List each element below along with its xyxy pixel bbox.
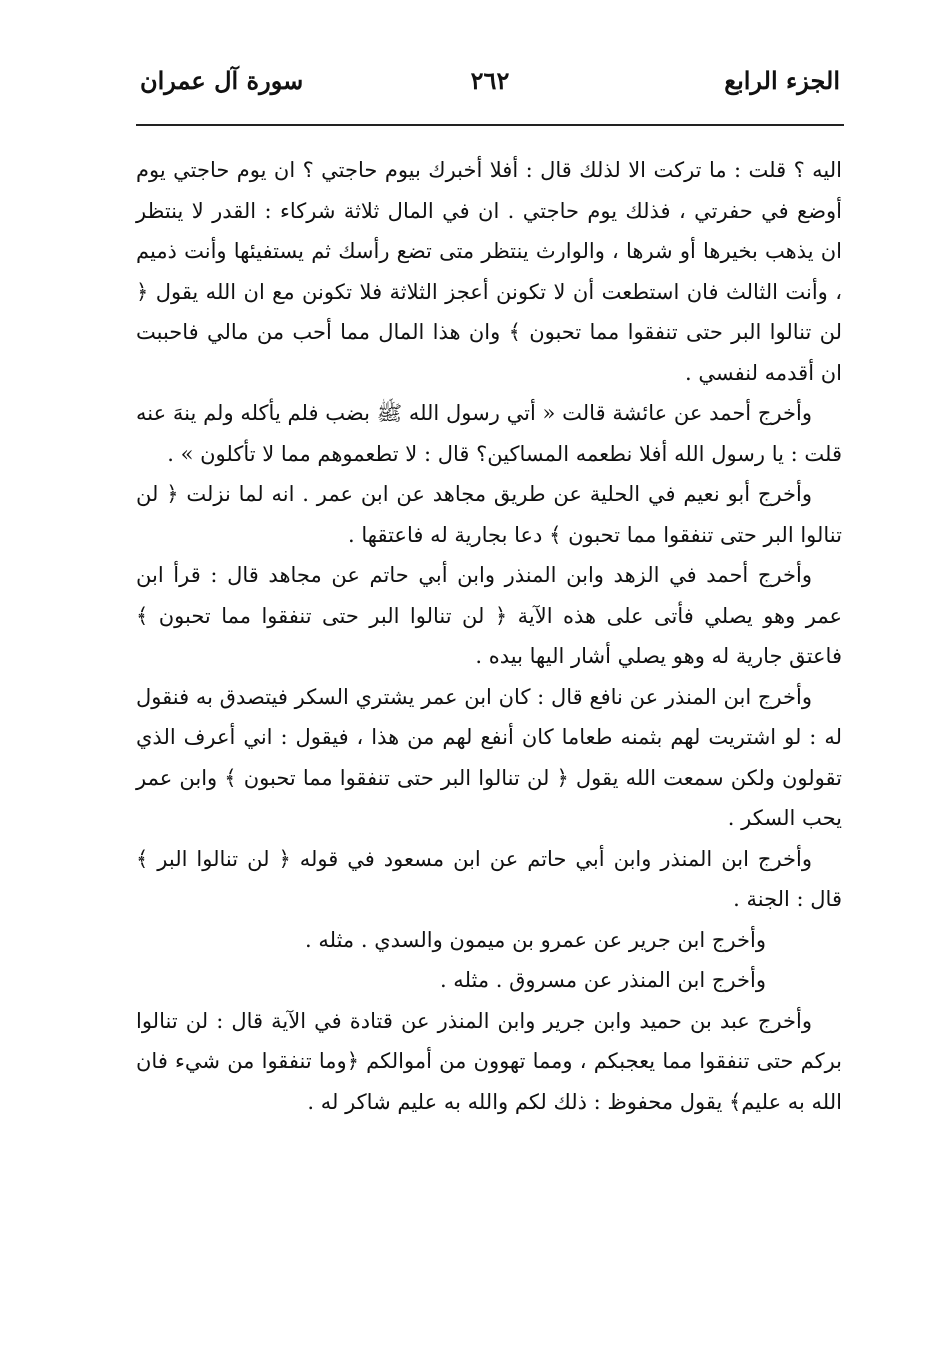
page-body xyxy=(136,150,842,1122)
paragraph: وأخرج ابن المنذر عن نافع قال : كان ابن عمر يشتري السكر فيتصدق به فنقول له : لو اشتريت لهم بثمنه طعاما كان أنفع لهم من هذا ، فيقول : اني أعرف الذي تقولون ولكن سمعت الله يقول ﴿ لن تنالوا البر حتى تنفقوا مما تحبون ﴾ وابن عمر يحب السكر . xyxy=(136,684,842,830)
paragraph: وأخرج ابن جرير عن عمرو بن ميمون والسدي . مثله . xyxy=(305,927,766,952)
page-header xyxy=(140,58,840,102)
paragraph: اليه ؟ قلت : ما تركت الا لذلك قال : أفلا أخبرك بيوم حاجتي ؟ ان يوم حاجتي يوم أوضع في حفرتي ، فذلك يوم حاجتي . ان في المال ثلاثة شركاء : القدر لا ينتظر ان يذهب بخيرها أو شرها ، والوارث ينتظر متى تضع رأسك ثم يستفيئها وأنت ذميم ، وأنت الثالث فان استطعت أن لا تكونن أعجز الثلاثة فلا تكونن مع ان الله يقول ﴿ لن تنالوا البر حتى تنفقوا مما تحبون ﴾ وان هذا المال مما أحب من مالي فاحببت ان أقدمه لنفسي . xyxy=(136,158,842,385)
paragraph: وأخرج أبو نعيم في الحلية عن طريق مجاهد عن ابن عمر . انه لما نزلت ﴿ لن تنالوا البر حتى تنفقوا مما تحبون ﴾ دعا بجارية له فاعتقها . xyxy=(136,482,842,547)
page-number: ٢٦٢ xyxy=(470,66,510,95)
paragraph: وأخرج أحمد في الزهد وابن المنذر وابن أبي حاتم عن مجاهد قال : قرأ ابن عمر وهو يصلي فأتى على هذه الآية ﴿ لن تنالوا البر حتى تنفقوا مما تحبون ﴾ فاعتق جارية له وهو يصلي أشار اليها بيده . xyxy=(136,563,842,668)
paragraph: وأخرج ابن المنذر وابن أبي حاتم عن ابن مسعود في قوله ﴿ لن تنالوا البر ﴾ قال : الجنة . xyxy=(136,846,842,911)
paragraph: وأخرج أحمد عن عائشة قالت « أتي رسول الله ﷺ بضب فلم يأكله ولم ينهَ عنه قلت : يا رسول الله أفلا نطعمه المساكين؟ قال : لا تطعموهم مما لا تأكلون » . xyxy=(136,401,842,466)
paragraph: وأخرج ابن المنذر عن مسروق . مثله . xyxy=(439,968,766,992)
header-divider xyxy=(136,124,844,126)
part-title: الجزء الرابع xyxy=(724,66,840,95)
surah-title: سورة آل عمران xyxy=(140,66,304,95)
paragraph: وأخرج عبد بن حميد وابن جرير وابن المنذر عن قتادة في الآية قال : لن تنالوا بركم حتى تنفقوا مما يعجبكم ، ومما تهوون من أموالكم ﴿وما تنفقوا من شيء فان الله به عليم﴾ يقول محفوظ : ذلك لكم والله به عليم شاكر له . xyxy=(136,1008,842,1114)
